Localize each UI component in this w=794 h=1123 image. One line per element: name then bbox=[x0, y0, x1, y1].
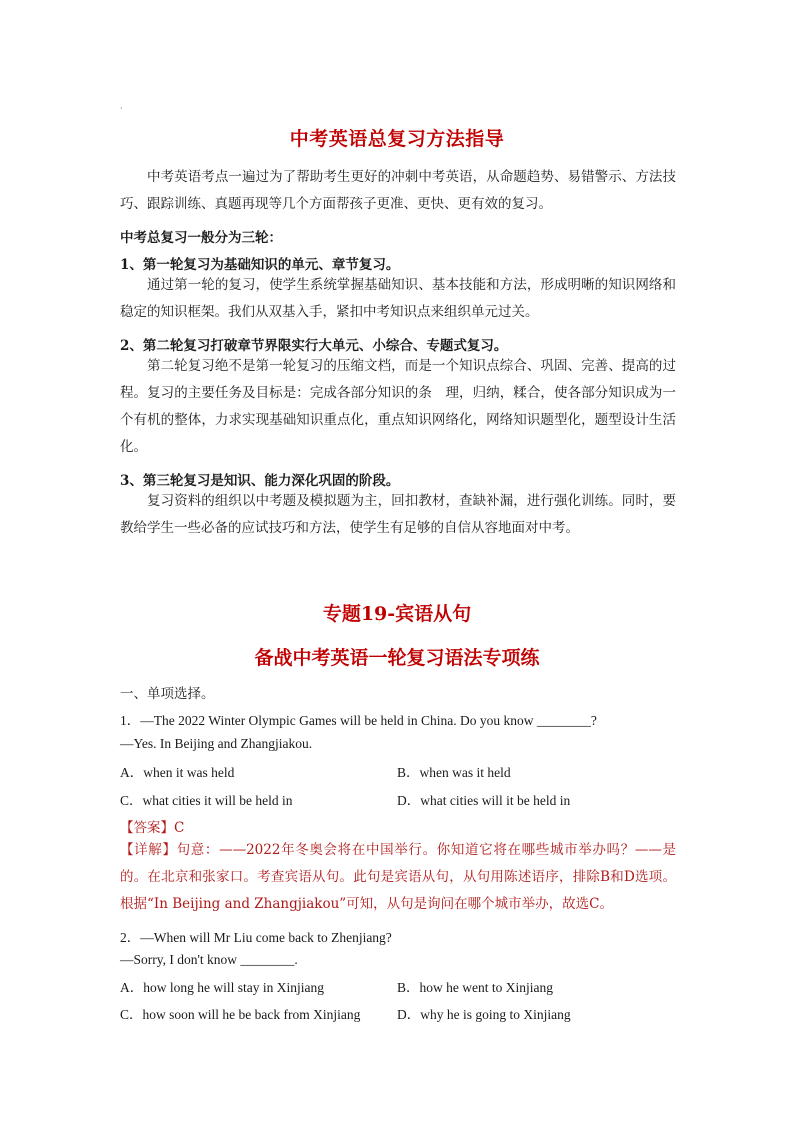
topic-title: 专题19-宾语从句 bbox=[322, 603, 472, 625]
question-1-option-b: B．when was it held bbox=[397, 765, 511, 780]
question-1-option-a: A．when it was held bbox=[120, 765, 235, 780]
round-1-body: 通过第一轮的复习，使学生系统掌握基础知识、基本技能和方法，形成明晰的知识网络和稳定的知识框架。我们从双基入手，紧扣中考知识点来组织单元过关。 bbox=[120, 277, 676, 320]
guide-title: 中考英语总复习方法指导 bbox=[289, 128, 505, 150]
detail-text: 句意：——2022年冬奥会将在中国举行。你知道它将在哪些城市举办吗？——是的。在北京和张家口。考查宾语从句。此句是宾语从句，从句用陈述语序，排除B和D选项。根据“In Beijing and Zhangjiakou”可知，从句是询问在哪个城市举办，故选C。 bbox=[120, 842, 677, 912]
overview-heading: 中考总复习一般分为三轮： bbox=[120, 230, 282, 246]
section-label: 一、单项选择。 bbox=[120, 686, 215, 702]
answer-label: 【答案】 bbox=[120, 820, 174, 836]
intro-paragraph: 中考英语考点一遍过为了帮助考生更好的冲刺中考英语，从命题趋势、易错警示、方法技巧、跟踪训练、真题再现等几个方面帮孩子更准、更快、更有效的复习。 bbox=[120, 169, 676, 212]
question-2-stem: 2．—When will Mr Liu come back to Zhenjiang? bbox=[120, 930, 392, 945]
question-2-option-a: A．how long he will stay in Xinjiang bbox=[120, 980, 324, 995]
question-2-option-d: D．why he is going to Xinjiang bbox=[397, 1007, 571, 1022]
round-3-body: 复习资料的组织以中考题及模拟题为主，回扣教材，查缺补漏，进行强化训练。同时，要教给学生一些必备的应试技巧和方法，使学生有足够的自信从容地面对中考。 bbox=[120, 493, 676, 536]
topic-subtitle: 备战中考英语一轮复习语法专项练 bbox=[254, 647, 540, 669]
round-1-heading: 1、第一轮复习为基础知识的单元、章节复习。 bbox=[120, 257, 400, 273]
question-2-option-b: B．how he went to Xinjiang bbox=[397, 980, 553, 995]
question-1-answer bbox=[120, 816, 184, 836]
question-2-option-c: C．how soon will he be back from Xinjiang bbox=[120, 1007, 361, 1022]
page-marker: · bbox=[120, 104, 123, 113]
round-2-heading: 2、第二轮复习打破章节界限实行大单元、小综合、专题式复习。 bbox=[120, 338, 508, 354]
question-1-reply: —Yes. In Beijing and Zhangjiakou. bbox=[120, 736, 313, 751]
detail-label: 【详解】 bbox=[120, 842, 177, 858]
answer-value: C bbox=[174, 820, 185, 836]
question-1-option-c: C．what cities it will be held in bbox=[120, 793, 293, 808]
question-1-detail bbox=[120, 837, 676, 918]
question-1-option-d: D．what cities will it be held in bbox=[397, 793, 571, 808]
question-2-reply: —Sorry, I don't know ________. bbox=[120, 952, 298, 967]
round-3-heading: 3、第三轮复习是知识、能力深化巩固的阶段。 bbox=[120, 473, 400, 489]
question-1-stem: 1．—The 2022 Winter Olympic Games will be held in China. Do you know ________? bbox=[120, 713, 597, 728]
round-2-body: 第二轮复习绝不是第一轮复习的压缩文档，而是一个知识点综合、巩固、完善、提高的过程。复习的主要任务及目标是：完成各部分知识的条 理，归纳，糅合，使各部分知识成为一个有机的整体，力求实现基础知识重点化，重点知识网络化，网络知识题型化，题型设计生活化。 bbox=[120, 358, 676, 455]
